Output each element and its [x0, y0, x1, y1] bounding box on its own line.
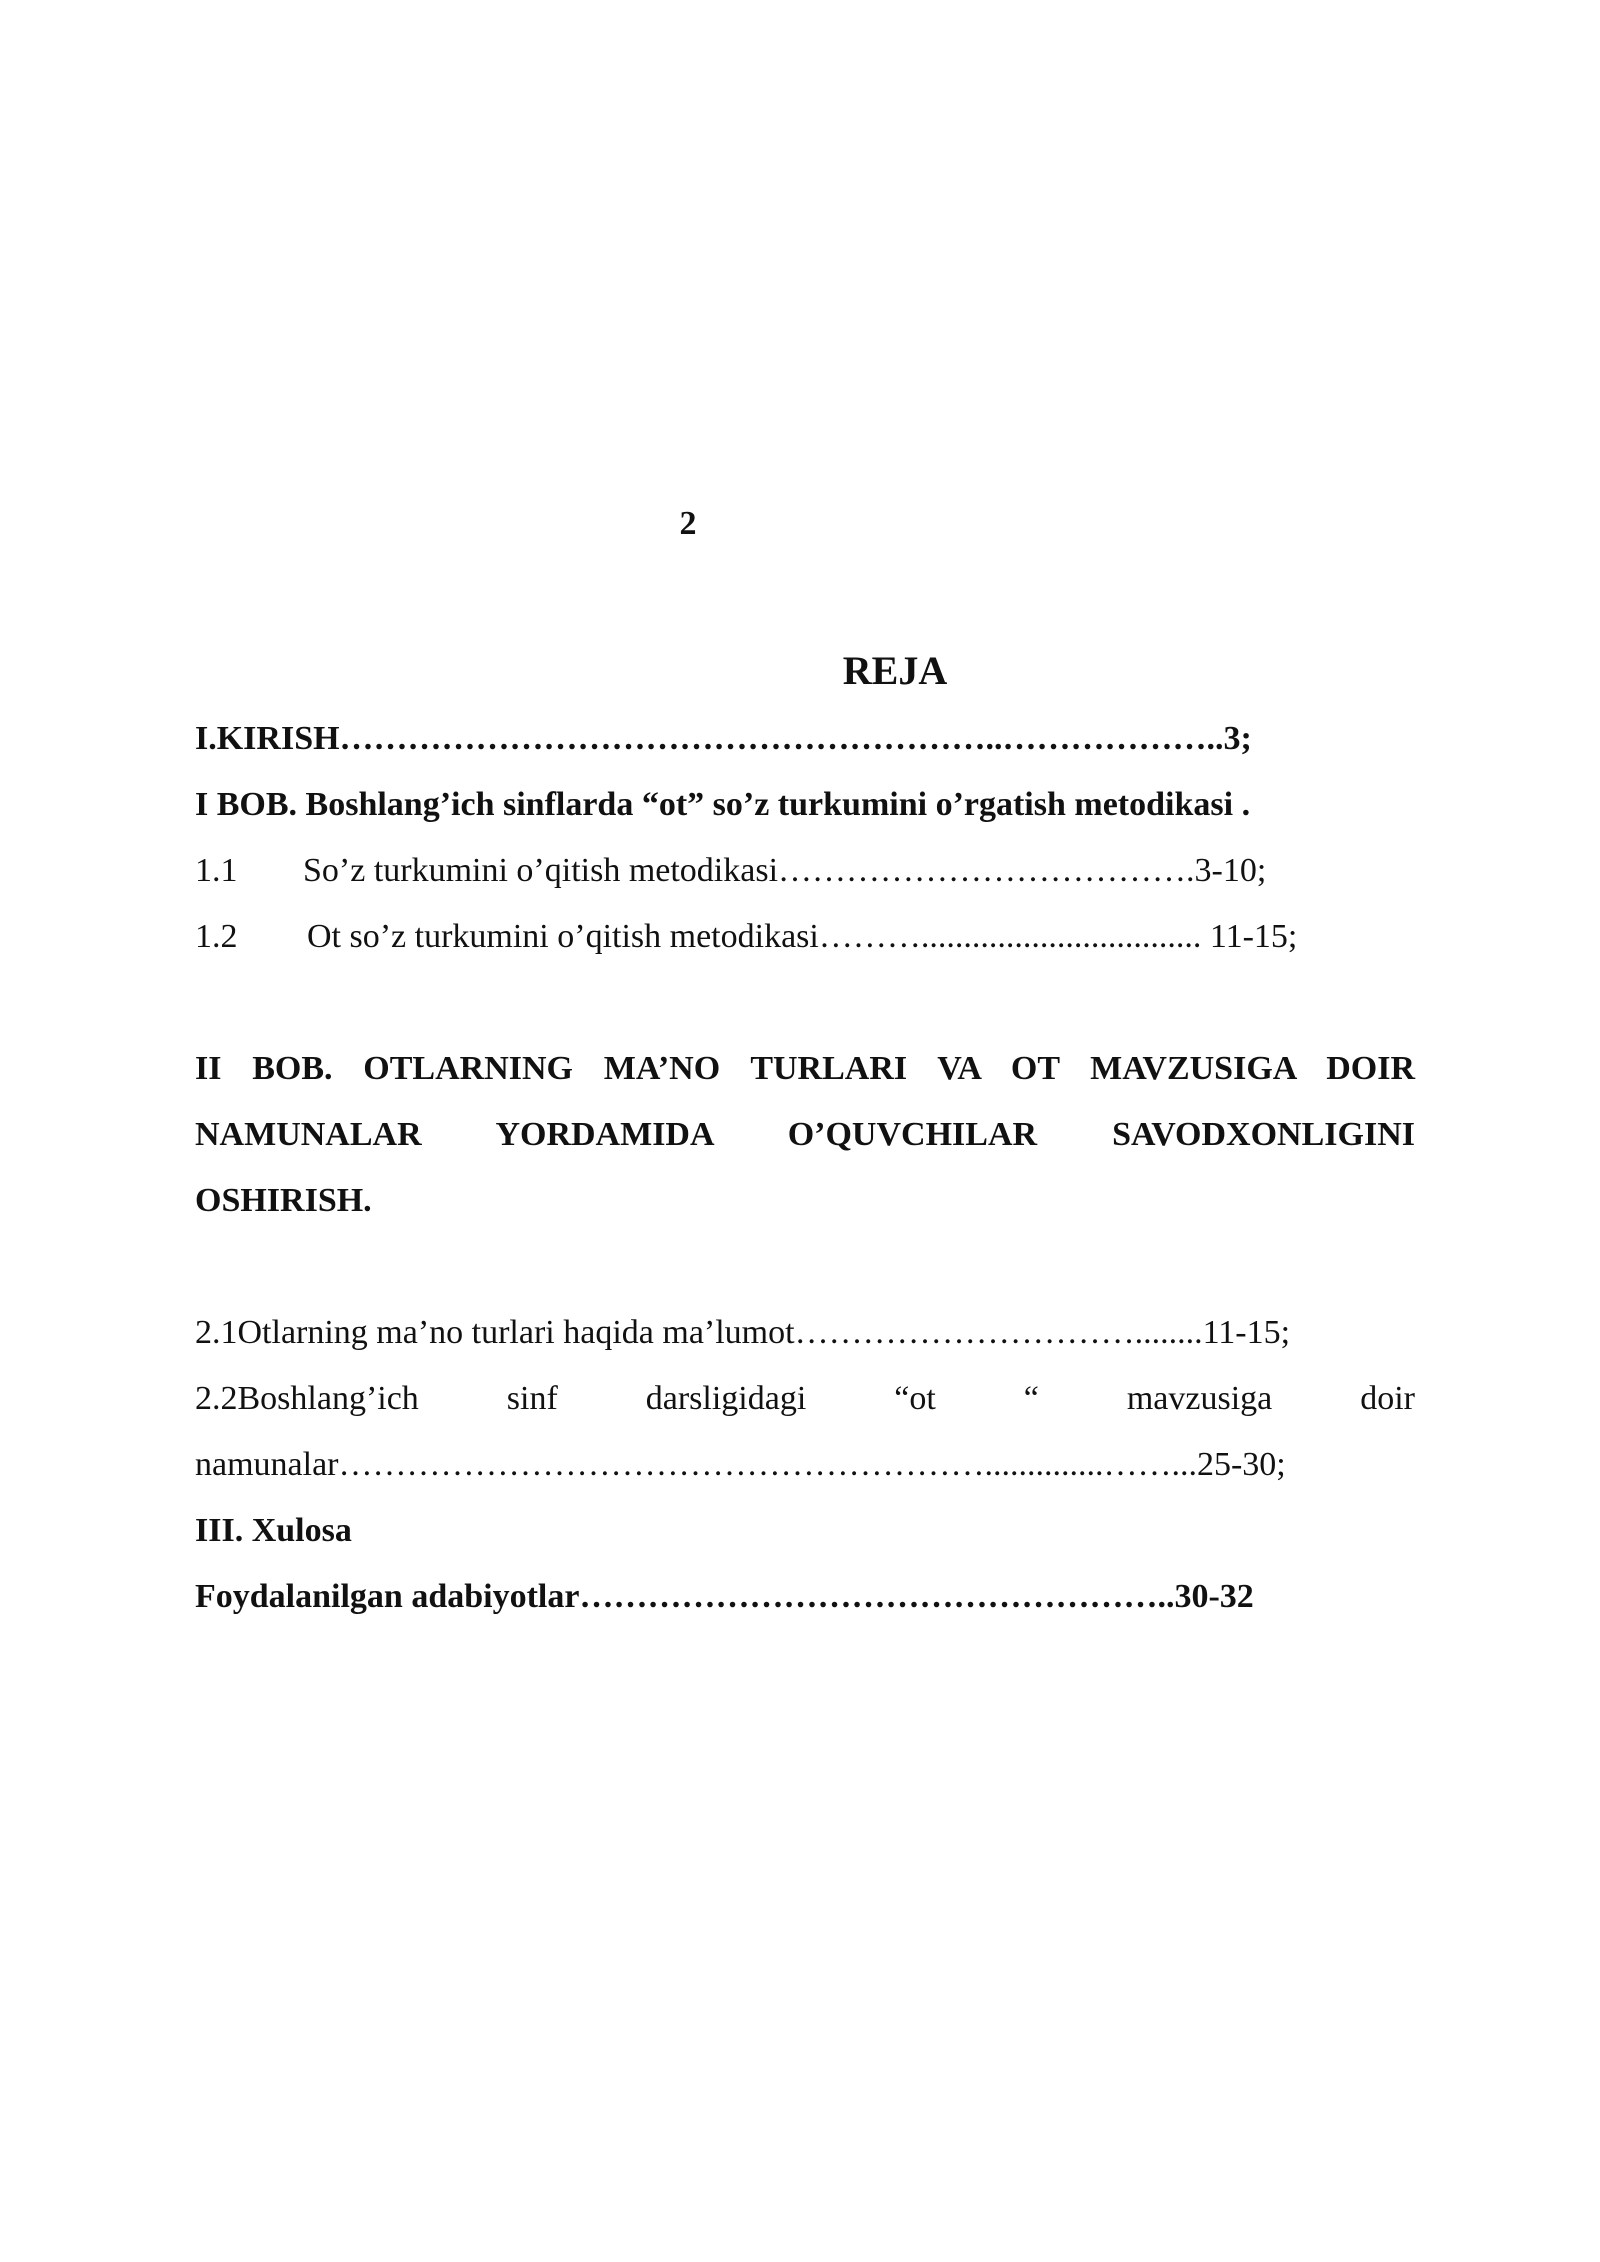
word: “ [1023, 1380, 1039, 1417]
toc-title: REJA [842, 648, 948, 693]
toc-entry-conclusion: III. Xulosa [195, 1512, 352, 1549]
toc-entry-kirish: I.KIRISH…………………………………………………..………………..3; [195, 720, 1252, 757]
toc-entry-section-2-2 [195, 1366, 1415, 1432]
word: sinf [506, 1380, 558, 1417]
word: 2.2Boshlang’ich [195, 1380, 419, 1417]
section-title: Ot so’z turkumini o’qitish metodikasi………................................. 11-15; [307, 918, 1298, 955]
toc-entry-section-2-1: 2.1Otlarning ma’no turlari haqida ma’lumot…………………………........11-15; [195, 1314, 1291, 1351]
section-number: 1.2 [195, 918, 238, 955]
toc-entry-references: Foydalanilgan adabiyotlar……………………………………………..30-32 [195, 1578, 1254, 1615]
word: doir [1360, 1380, 1415, 1417]
section-title: So’z turkumini o’qitish metodikasi……………………………….3-10; [303, 852, 1267, 889]
toc-entry-section-1-2 [195, 904, 1415, 970]
table-of-contents [195, 640, 1415, 1630]
word: mavzusiga [1126, 1380, 1273, 1417]
chapter-2-line-2: NAMUNALAR YORDAMIDA O’QUVCHILAR SAVODXONLIGINI [195, 1116, 1415, 1153]
section-number: 1.1 [195, 852, 238, 889]
toc-entry-chapter-1: I BOB. Boshlang’ich sinflarda “ot” so’z turkumini o’rgatish metodikasi . [195, 786, 1251, 823]
toc-entry-section-2-2-continued: namunalar…………………………………………………..............……...25-30; [195, 1446, 1286, 1483]
chapter-2-line-3: OSHIRISH. [195, 1182, 372, 1219]
chapter-2-line-1: II BOB. OTLARNING MA’NO TURLARI VA OT MAVZUSIGA DOIR [195, 1050, 1415, 1087]
spacer [195, 970, 1415, 1036]
word: darsligidagi [645, 1380, 807, 1417]
spacer [195, 1234, 1415, 1300]
toc-entry-chapter-2 [195, 1036, 1415, 1234]
toc-entry-section-1-1 [195, 838, 1415, 904]
page-number: 2 [679, 505, 697, 542]
word: “ot [894, 1380, 936, 1417]
